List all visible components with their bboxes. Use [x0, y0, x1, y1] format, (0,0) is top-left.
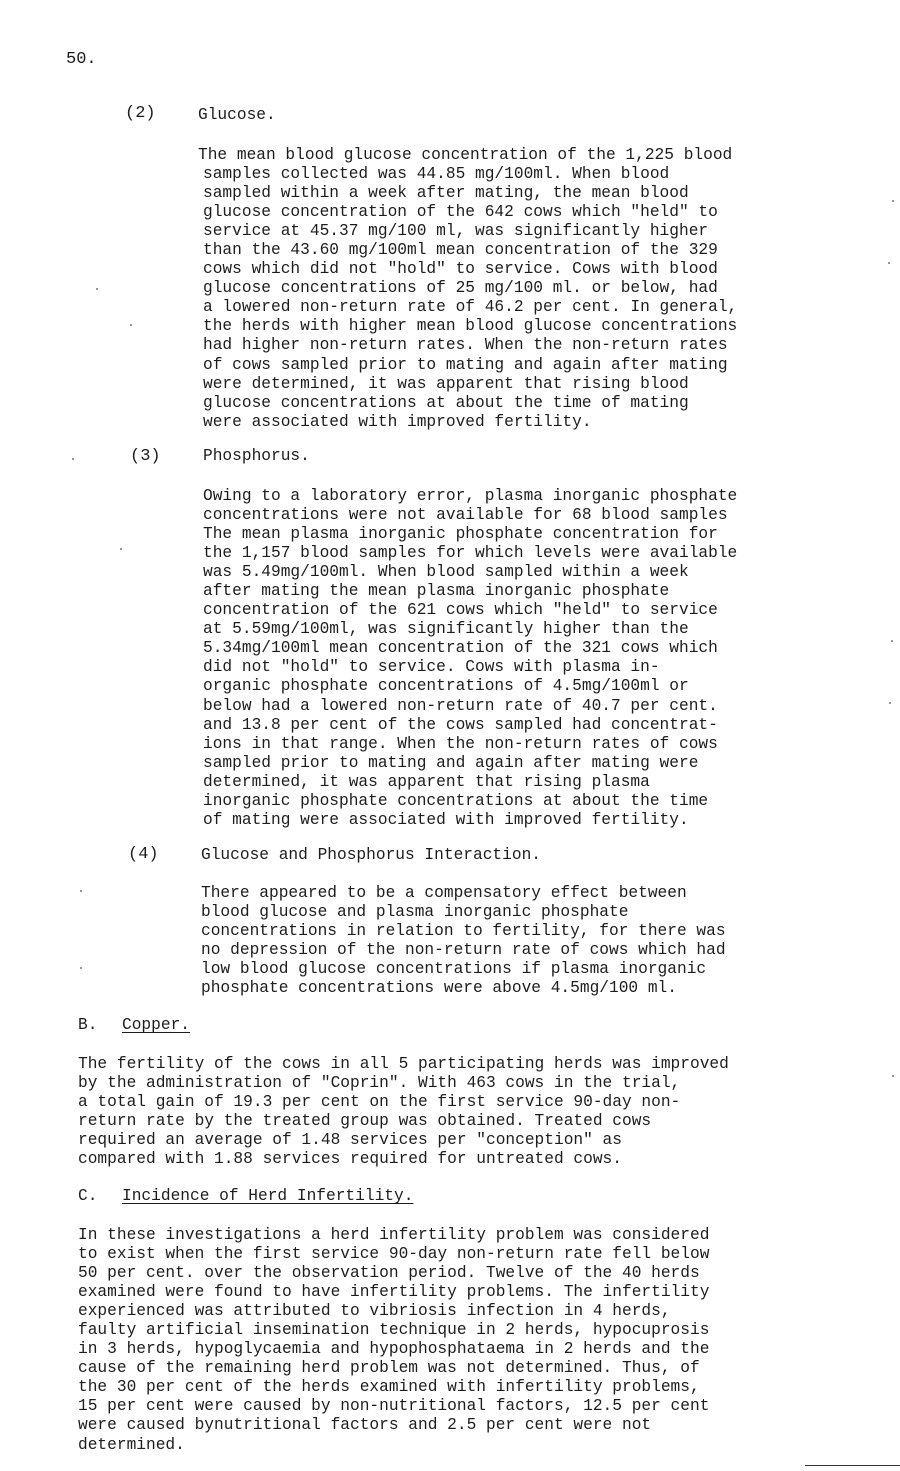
paragraph-line: the herds with higher mean blood glucose concentrations	[203, 317, 738, 336]
paragraph-line: of mating were associated with improved fertility.	[203, 810, 689, 829]
paragraph-line: inorganic phosphate concentrations at about the time	[203, 791, 709, 810]
scan-speck	[892, 200, 894, 202]
paragraph-line: glucose concentrations at about the time of mating	[203, 393, 689, 412]
paragraph-line: glucose concentration of the 642 cows which "held" to	[203, 203, 718, 222]
scan-speck	[80, 890, 82, 892]
paragraph-line: 5.34mg/100ml mean concentration of the 321 cows which	[203, 639, 718, 658]
paragraph-line: at 5.59mg/100ml, was significantly higher than the	[203, 620, 689, 639]
paragraph-line: 15 per cent were caused by non-nutritional factors, 12.5 per cent	[78, 1397, 710, 1416]
scan-speck	[72, 458, 74, 460]
paragraph-line: the 30 per cent of the herds examined with infertility problems,	[78, 1378, 700, 1397]
paragraph-line: samples collected was 44.85 mg/100ml. When blood	[203, 165, 670, 184]
paragraph-line: were determined, it was apparent that rising blood	[203, 374, 689, 393]
paragraph-line: determined, it was apparent that rising plasma	[203, 772, 650, 791]
paragraph-line: service at 45.37 mg/100 ml, was significantly higher	[203, 222, 709, 241]
scan-speck	[892, 1075, 894, 1077]
paragraph-line: was 5.49mg/100ml. When blood sampled within a week	[203, 563, 689, 582]
paragraph-line: no depression of the non-return rate of cows which had	[201, 941, 726, 960]
paragraph-line: concentrations in relation to fertility, for there was	[201, 922, 726, 941]
scan-speck	[96, 288, 98, 290]
scan-speck	[888, 262, 890, 264]
paragraph-line: a total gain of 19.3 per cent on the first service 90-day non-	[78, 1093, 681, 1112]
paragraph-line: compared with 1.88 services required for untreated cows.	[78, 1150, 622, 1169]
paragraph-line: by the administration of "Coprin". With 463 cows in the trial,	[78, 1074, 681, 1093]
paragraph-line: required an average of 1.48 services per "conception" as	[78, 1131, 622, 1150]
paragraph-line: The mean plasma inorganic phosphate concentration for	[203, 525, 718, 544]
paragraph-infertility	[78, 1226, 709, 1455]
paragraph-line: ions in that range. When the non-return rates of cows	[203, 734, 718, 753]
paragraph-line: determined.	[78, 1435, 185, 1454]
paragraph-line: 50 per cent. over the observation period. Twelve of the 40 herds	[78, 1264, 700, 1283]
paragraph-line: low blood glucose concentrations if plasma inorganic	[201, 960, 707, 979]
subsection-number-interaction: (4)	[128, 845, 159, 864]
paragraph-line: to exist when the first service 90-day non-return rate fell below	[78, 1245, 710, 1264]
paragraph-line: glucose concentrations of 25 mg/100 ml. or below, had	[203, 279, 718, 298]
scan-speck	[891, 640, 893, 642]
paragraph-line: than the 43.60 mg/100ml mean concentration of the 329	[203, 241, 718, 260]
paragraph-line: faulty artificial insemination technique in 2 herds, hypocuprosis	[78, 1321, 710, 1340]
paragraph-line: examined were found to have infertility problems. The infertility	[78, 1283, 710, 1302]
subsection-title-phosphorus: Phosphorus.	[203, 447, 310, 465]
paragraph-interaction	[201, 884, 726, 998]
paragraph-line: Owing to a laboratory error, plasma inorganic phosphate	[203, 487, 738, 505]
paragraph-line: below had a lowered non-return rate of 40.7 per cent.	[203, 696, 718, 715]
subsection-title-glucose: Glucose.	[198, 106, 276, 124]
paragraph-line: after mating the mean plasma inorganic phosphate	[203, 582, 670, 601]
paragraph-line: were associated with improved fertility.	[203, 412, 592, 431]
scan-speck	[130, 324, 132, 326]
paragraph-line: the 1,157 blood samples for which levels were available	[203, 544, 738, 563]
paragraph-line: cows which did not "hold" to service. Cows with blood	[203, 260, 718, 279]
paragraph-line: phosphate concentrations were above 4.5mg/100 ml.	[201, 979, 677, 998]
paragraph-line: There appeared to be a compensatory effect between	[201, 884, 687, 902]
paragraph-phosphorus	[203, 487, 737, 830]
subsection-number-phosphorus: (3)	[130, 447, 161, 466]
section-title: Incidence of Herd Infertility.	[122, 1187, 414, 1205]
paragraph-line: The mean blood glucose concentration of the 1,225 blood	[198, 146, 733, 164]
paragraph-copper	[78, 1055, 729, 1169]
paragraph-line: and 13.8 per cent of the cows sampled had concentrat-	[203, 715, 718, 734]
paragraph-line: in 3 herds, hypoglycaemia and hypophosphataema in 2 herds and the	[78, 1340, 710, 1359]
paragraph-line: a lowered non-return rate of 46.2 per cent. In general,	[203, 298, 738, 317]
paragraph-line: sampled within a week after mating, the mean blood	[203, 184, 689, 203]
section-heading-infertility	[78, 1187, 413, 1205]
section-heading-copper	[78, 1016, 190, 1034]
section-letter: C.	[78, 1187, 98, 1205]
page-number: 50.	[66, 50, 97, 69]
paragraph-line: organic phosphate concentrations of 4.5mg/100ml or	[203, 677, 689, 696]
scan-speck	[889, 702, 891, 704]
footer-rule	[805, 1465, 900, 1466]
paragraph-line: experienced was attributed to vibriosis infection in 4 herds,	[78, 1302, 671, 1321]
paragraph-line: cause of the remaining herd problem was not determined. Thus, of	[78, 1359, 700, 1378]
paragraph-line: had higher non-return rates. When the non-return rates	[203, 336, 728, 355]
subsection-title-interaction: Glucose and Phosphorus Interaction.	[201, 846, 541, 864]
section-letter: B.	[78, 1016, 98, 1034]
paragraph-line: did not "hold" to service. Cows with plasma in-	[203, 658, 660, 677]
paragraph-line: return rate by the treated group was obtained. Treated cows	[78, 1112, 652, 1131]
paragraph-line: of cows sampled prior to mating and again after mating	[203, 355, 728, 374]
paragraph-line: concentrations were not available for 68 blood samples	[203, 506, 728, 525]
paragraph-glucose	[198, 146, 737, 432]
subsection-number-glucose: (2)	[125, 104, 156, 123]
paragraph-line: The fertility of the cows in all 5 participating herds was improved	[78, 1055, 729, 1073]
paragraph-line: In these investigations a herd infertility problem was considered	[78, 1226, 710, 1244]
section-title: Copper.	[122, 1016, 190, 1034]
paragraph-line: sampled prior to mating and again after mating were	[203, 753, 699, 772]
scan-speck	[80, 967, 82, 969]
paragraph-line: were caused bynutritional factors and 2.5 per cent were not	[78, 1416, 652, 1435]
paragraph-line: concentration of the 621 cows which "held" to service	[203, 601, 718, 620]
scan-speck	[120, 548, 122, 550]
paragraph-line: blood glucose and plasma inorganic phosphate	[201, 903, 629, 922]
